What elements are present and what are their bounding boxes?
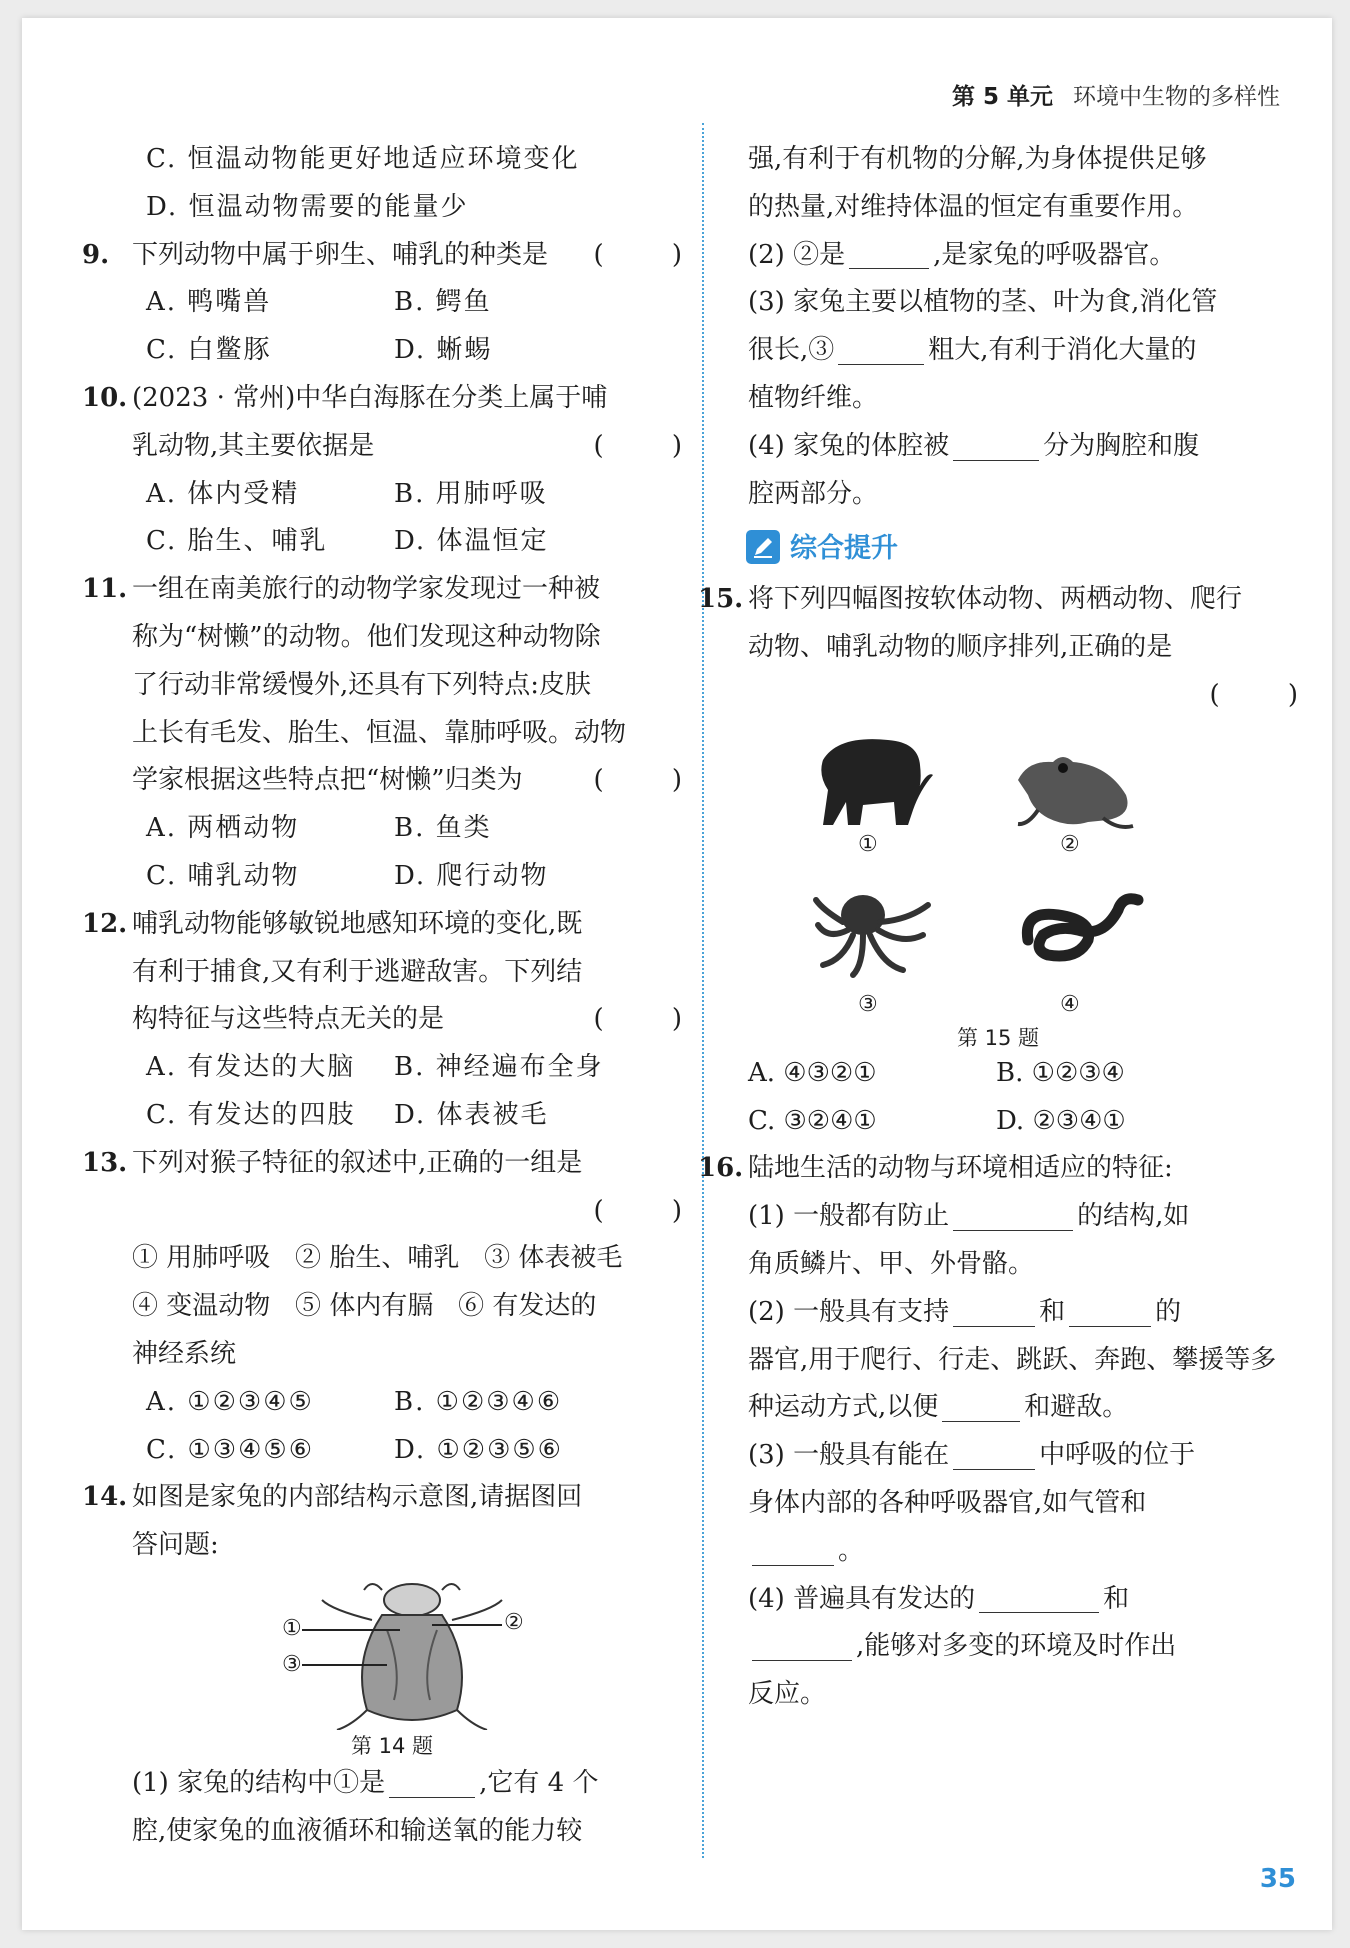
q16-sub1-2: 角质鳞片、甲、外骨骼。 xyxy=(748,1248,1035,1279)
q11-stem-5 xyxy=(132,757,712,805)
q13-option-d: D. ①②③⑤⑥ xyxy=(394,1434,563,1465)
q13-option-b: B. ①②③④⑥ xyxy=(394,1386,563,1417)
answer-blank[interactable] xyxy=(953,432,1039,461)
frog-icon xyxy=(1008,740,1138,830)
q13-options-cd xyxy=(132,1427,712,1475)
q9-text: 下列动物中属于卵生、哺乳的种类是 xyxy=(132,239,549,270)
q14-sub3-3: 植物纤维。 xyxy=(748,382,879,413)
q15-text-1: 将下列四幅图按软体动物、两栖动物、爬行 xyxy=(748,584,1243,615)
page-number: 35 xyxy=(1259,1864,1296,1894)
q11-option-d: D. 爬行动物 xyxy=(394,860,549,891)
q11-stem-2: 称为“树懒”的动物。他们发现这种动物除 xyxy=(132,621,601,652)
pencil-icon xyxy=(746,530,780,564)
q12-options-ab xyxy=(132,1044,712,1092)
answer-paren: ( ) xyxy=(593,1004,712,1035)
q16-sub2-suffix: 的 xyxy=(1155,1296,1182,1327)
q16-sub2-suffix2: 和避敌。 xyxy=(1024,1392,1129,1423)
q11-number: 11. xyxy=(82,574,128,605)
q11-stem-1 xyxy=(82,566,712,614)
q13-option-c: C. ①③④⑤⑥ xyxy=(146,1434,315,1465)
answer-blank[interactable] xyxy=(953,1298,1035,1327)
q15-figure-caption: 第 15 题 xyxy=(956,1025,1040,1050)
answer-paren: ( ) xyxy=(1209,679,1328,710)
q15-options-ab xyxy=(748,1050,1328,1098)
answer-blank[interactable] xyxy=(1069,1298,1151,1327)
q16-text: 陆地生活的动物与环境相适应的特征: xyxy=(748,1153,1173,1184)
q15-option-c: C. ③②④① xyxy=(748,1105,877,1136)
q10-options-ab xyxy=(132,471,712,519)
answer-blank[interactable] xyxy=(849,240,929,269)
answer-paren: ( ) xyxy=(593,239,712,270)
q16-sub2-prefix: (2) 一般具有支持 xyxy=(748,1296,950,1327)
q9-option-b: B. 鳄鱼 xyxy=(394,287,492,318)
q12-number: 12. xyxy=(82,908,128,939)
section-header xyxy=(748,518,1328,576)
q12-option-a: A. 有发达的大脑 xyxy=(146,1052,356,1083)
elephant-icon xyxy=(808,730,938,830)
q16-sub2-3 xyxy=(748,1384,1328,1432)
q16-sub1-suffix: 的结构,如 xyxy=(1077,1201,1190,1232)
q16-sub3-prefix: (3) 一般具有能在 xyxy=(748,1440,950,1471)
q16-sub3-suffix: 中呼吸的位于 xyxy=(1039,1440,1196,1471)
q9-option-a: A. 鸭嘴兽 xyxy=(146,287,272,318)
q14-sub4-prefix: (4) 家兔的体腔被 xyxy=(748,430,950,461)
q12-stem-1 xyxy=(82,901,712,949)
q14-text-1: 如图是家兔的内部结构示意图,请据图回 xyxy=(132,1482,583,1513)
q16-sub4-suffix: ,能够对多变的环境及时作出 xyxy=(856,1631,1177,1662)
q10-stem-2 xyxy=(132,423,712,471)
q16-sub1-prefix: (1) 一般都有防止 xyxy=(748,1201,950,1232)
q10-option-a: A. 体内受精 xyxy=(146,478,300,509)
unit-label: 第 5 单元 xyxy=(952,84,1054,110)
q16-sub4-prefix: (4) 普遍具有发达的 xyxy=(748,1583,976,1614)
q13-options-ab xyxy=(132,1379,712,1427)
answer-blank[interactable] xyxy=(979,1584,1099,1613)
q14-sub2-suffix: ,是家兔的呼吸器官。 xyxy=(933,239,1176,270)
q16-sub4-1 xyxy=(748,1576,1328,1624)
q10-text-2: 乳动物,其主要依据是 xyxy=(132,430,375,461)
q12-options-cd xyxy=(132,1092,712,1140)
answer-blank[interactable] xyxy=(389,1769,475,1798)
rabbit-label-1: ① xyxy=(282,1615,302,1641)
q13-items-3: 神经系统 xyxy=(132,1338,237,1369)
q15-stem-2: 动物、哺乳动物的顺序排列,正确的是 xyxy=(748,632,1173,663)
q12-option-b: B. 神经遍布全身 xyxy=(394,1052,604,1083)
q15-stem-1 xyxy=(698,576,1328,624)
q14-cont-1: 强,有利于有机物的分解,为身体提供足够 xyxy=(748,144,1207,174)
q16-sub2-2: 器官,用于爬行、行走、跳跃、奔跑、攀援等多 xyxy=(748,1344,1277,1375)
q16-sub2-1 xyxy=(748,1289,1328,1337)
q9-number: 9. xyxy=(82,239,110,270)
q8-option-c: C. 恒温动物能更好地适应环境变化 xyxy=(146,144,580,174)
q8-option-d: D. 恒温动物需要的能量少 xyxy=(146,191,469,222)
q13-option-a: A. ①②③④⑤ xyxy=(146,1386,314,1417)
pic-label-2: ② xyxy=(1060,831,1080,857)
q11-stem-3: 了行动非常缓慢外,还具有下列特点:皮肤 xyxy=(132,669,592,700)
answer-paren: ( ) xyxy=(593,430,712,461)
q15-option-b: B. ①②③④ xyxy=(996,1057,1125,1088)
q13-paren-line xyxy=(132,1188,712,1236)
left-column xyxy=(82,136,712,1856)
q16-number: 16. xyxy=(698,1153,744,1184)
q14-stem-1 xyxy=(82,1474,712,1522)
q10-number: 10. xyxy=(82,382,128,413)
q14-sub3-suffix: 粗大,有利于消化大量的 xyxy=(928,335,1197,366)
q9-stem xyxy=(82,232,712,280)
rabbit-diagram xyxy=(132,1570,712,1730)
q10-option-d: D. 体温恒定 xyxy=(394,526,549,557)
q9-options-cd xyxy=(132,327,712,375)
q12-option-d: D. 体表被毛 xyxy=(394,1099,549,1130)
rabbit-label-3: ③ xyxy=(282,1651,302,1677)
q14-sub4-2: 腔两部分。 xyxy=(748,478,879,509)
q12-text-1: 哺乳动物能够敏锐地感知环境的变化,既 xyxy=(132,908,583,939)
q15-option-a: A. ④③②① xyxy=(748,1057,877,1088)
answer-blank[interactable] xyxy=(942,1393,1020,1422)
q16-sub3-end: 。 xyxy=(838,1535,865,1566)
q16-sub2-prefix2: 种运动方式,以便 xyxy=(748,1392,939,1423)
q13-stem xyxy=(82,1140,712,1188)
rabbit-figure xyxy=(132,1570,712,1760)
q10-option-b: B. 用肺呼吸 xyxy=(394,478,548,509)
q12-stem-2: 有利于捕食,又有利于逃避敌害。下列结 xyxy=(132,956,583,987)
q14-sub2-prefix: (2) ②是 xyxy=(748,239,846,270)
pic-label-4: ④ xyxy=(1060,991,1080,1017)
q11-options-ab xyxy=(132,805,712,853)
q16-sub4-2 xyxy=(748,1623,1328,1671)
octopus-icon xyxy=(808,880,938,980)
q14-sub3-prefix: 很长,③ xyxy=(748,335,835,366)
q14-sub1-line1 xyxy=(132,1760,712,1808)
right-column xyxy=(698,136,1328,1719)
q14-cont-2: 的热量,对维持体温的恒定有重要作用。 xyxy=(748,191,1199,222)
q16-sub3-3 xyxy=(748,1528,1328,1576)
q9-option-d: D. 蜥蜴 xyxy=(394,335,493,366)
q10-text-1: (2023 · 常州)中华白海豚在分类上属于哺 xyxy=(132,382,608,413)
answer-blank[interactable] xyxy=(838,336,924,365)
q13-number: 13. xyxy=(82,1147,128,1178)
q16-stem xyxy=(698,1145,1328,1193)
q14-sub3-1: (3) 家兔主要以植物的茎、叶为食,消化管 xyxy=(748,287,1218,318)
animals-figure xyxy=(748,720,1328,1050)
q11-option-b: B. 鱼类 xyxy=(394,813,492,844)
q14-stem-2: 答问题: xyxy=(132,1530,219,1561)
answer-blank[interactable] xyxy=(953,1441,1035,1470)
q15-option-d: D. ②③④① xyxy=(996,1105,1126,1136)
answer-paren: ( ) xyxy=(593,1195,712,1226)
q14-sub4-suffix: 分为胸腔和腹 xyxy=(1043,430,1200,461)
q11-stem-4: 上长有毛发、胎生、恒温、靠肺呼吸。动物 xyxy=(132,717,627,748)
pic-label-1: ① xyxy=(858,831,878,857)
q16-sub1-1 xyxy=(748,1193,1328,1241)
q13-items-2: ④ 变温动物 ⑤ 体内有膈 ⑥ 有发达的 xyxy=(132,1291,597,1322)
q16-sub4-and: 和 xyxy=(1103,1583,1130,1614)
q14-figure-caption: 第 14 题 xyxy=(350,1733,434,1758)
answer-paren: ( ) xyxy=(593,765,712,796)
worksheet-page xyxy=(22,18,1332,1930)
q15-number: 15. xyxy=(698,584,744,615)
q12-option-c: C. 有发达的四肢 xyxy=(146,1099,356,1130)
q14-sub1-line2: 腔,使家兔的血液循环和输送氧的能力较 xyxy=(132,1815,583,1846)
q14-sub1-suffix: ,它有 4 个 xyxy=(479,1767,599,1798)
q11-options-cd xyxy=(132,853,712,901)
q11-option-a: A. 两栖动物 xyxy=(146,813,300,844)
q9-option-c: C. 白鳖豚 xyxy=(146,335,272,366)
q15-options-cd xyxy=(748,1098,1328,1146)
answer-blank[interactable] xyxy=(953,1202,1073,1231)
page-header xyxy=(952,78,1280,111)
q16-sub4-3: 反应。 xyxy=(748,1679,827,1710)
q14-sub3-2 xyxy=(748,327,1328,375)
q13-text: 下列对猴子特征的叙述中,正确的一组是 xyxy=(132,1147,583,1178)
pic-label-3: ③ xyxy=(858,991,878,1017)
q15-paren-line xyxy=(748,672,1328,720)
q16-sub3-2: 身体内部的各种呼吸器官,如气管和 xyxy=(748,1487,1147,1518)
q16-sub3-1 xyxy=(748,1432,1328,1480)
q12-text-3: 构特征与这些特点无关的是 xyxy=(132,1004,445,1035)
q14-number: 14. xyxy=(82,1482,128,1513)
q14-sub4-1 xyxy=(748,423,1328,471)
q10-option-c: C. 胎生、哺乳 xyxy=(146,526,328,557)
q13-items-1: ① 用肺呼吸 ② 胎生、哺乳 ③ 体表被毛 xyxy=(132,1243,623,1274)
answer-blank[interactable] xyxy=(752,1537,834,1566)
q12-stem-3 xyxy=(132,996,712,1044)
section-title: 综合提升 xyxy=(790,533,898,565)
snake-icon xyxy=(1008,870,1148,970)
q9-options-ab xyxy=(132,279,712,327)
q10-stem-1 xyxy=(82,375,712,423)
q14-sub1-prefix: (1) 家兔的结构中①是 xyxy=(132,1767,386,1798)
unit-topic: 环境中生物的多样性 xyxy=(1073,84,1281,110)
q11-text-5: 学家根据这些特点把“树懒”归类为 xyxy=(132,765,523,796)
q10-options-cd xyxy=(132,518,712,566)
q11-option-c: C. 哺乳动物 xyxy=(146,860,300,891)
q14-sub2 xyxy=(748,232,1328,280)
rabbit-label-2: ② xyxy=(504,1609,524,1635)
q11-text-1: 一组在南美旅行的动物学家发现过一种被 xyxy=(132,574,601,605)
q16-sub2-and: 和 xyxy=(1039,1296,1066,1327)
answer-blank[interactable] xyxy=(752,1632,852,1661)
